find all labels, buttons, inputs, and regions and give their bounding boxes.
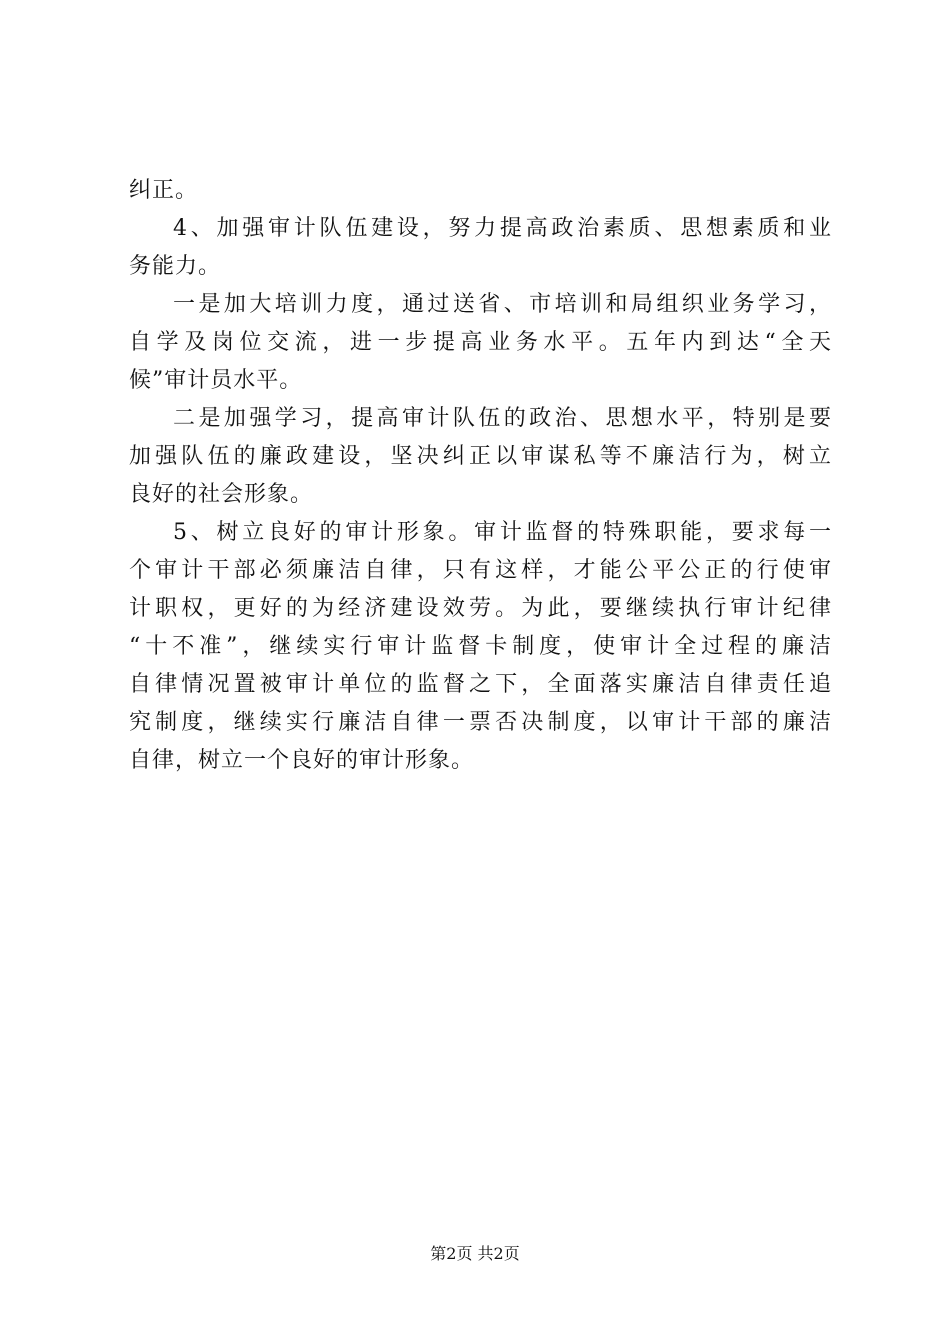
text-line: 自学及岗位交流，进一步提高业务水平。五年内到达“全天 (129, 330, 832, 355)
text-line: 4、加强审计队伍建设，努力提高政治素质、思想素质和业 (173, 216, 832, 241)
text-line: 务能力。 (129, 254, 222, 279)
text-line: 5、树立良好的审计形象。审计监督的特殊职能，要求每一 (173, 520, 832, 545)
text-line: 自律情况置被审计单位的监督之下，全面落实廉洁自律责任追 (129, 672, 832, 697)
text-line: 纠正。 (129, 178, 199, 203)
page-number-footer: 第2页 共2页 (430, 1244, 520, 1263)
document-body (129, 172, 832, 780)
text-line: 自律，树立一个良好的审计形象。 (129, 748, 475, 773)
text-line: 究制度，继续实行廉洁自律一票否决制度，以审计干部的廉洁 (129, 710, 832, 735)
text-line: 二是加强学习，提高审计队伍的政治、思想水平，特别是要 (173, 406, 832, 431)
text-line: “十不准”，继续实行审计监督卡制度，使审计全过程的廉洁 (129, 634, 832, 659)
text-line: 个审计干部必须廉洁自律，只有这样，才能公平公正的行使审 (129, 558, 832, 583)
text-line: 加强队伍的廉政建设，坚决纠正以审谋私等不廉洁行为，树立 (129, 444, 832, 469)
text-line: 一是加大培训力度，通过送省、市培训和局组织业务学习， (173, 292, 832, 317)
text-line: 良好的社会形象。 (129, 482, 314, 507)
text-line: 计职权，更好的为经济建设效劳。为此，要继续执行审计纪律 (129, 596, 832, 621)
text-line: 候”审计员水平。 (129, 368, 303, 393)
